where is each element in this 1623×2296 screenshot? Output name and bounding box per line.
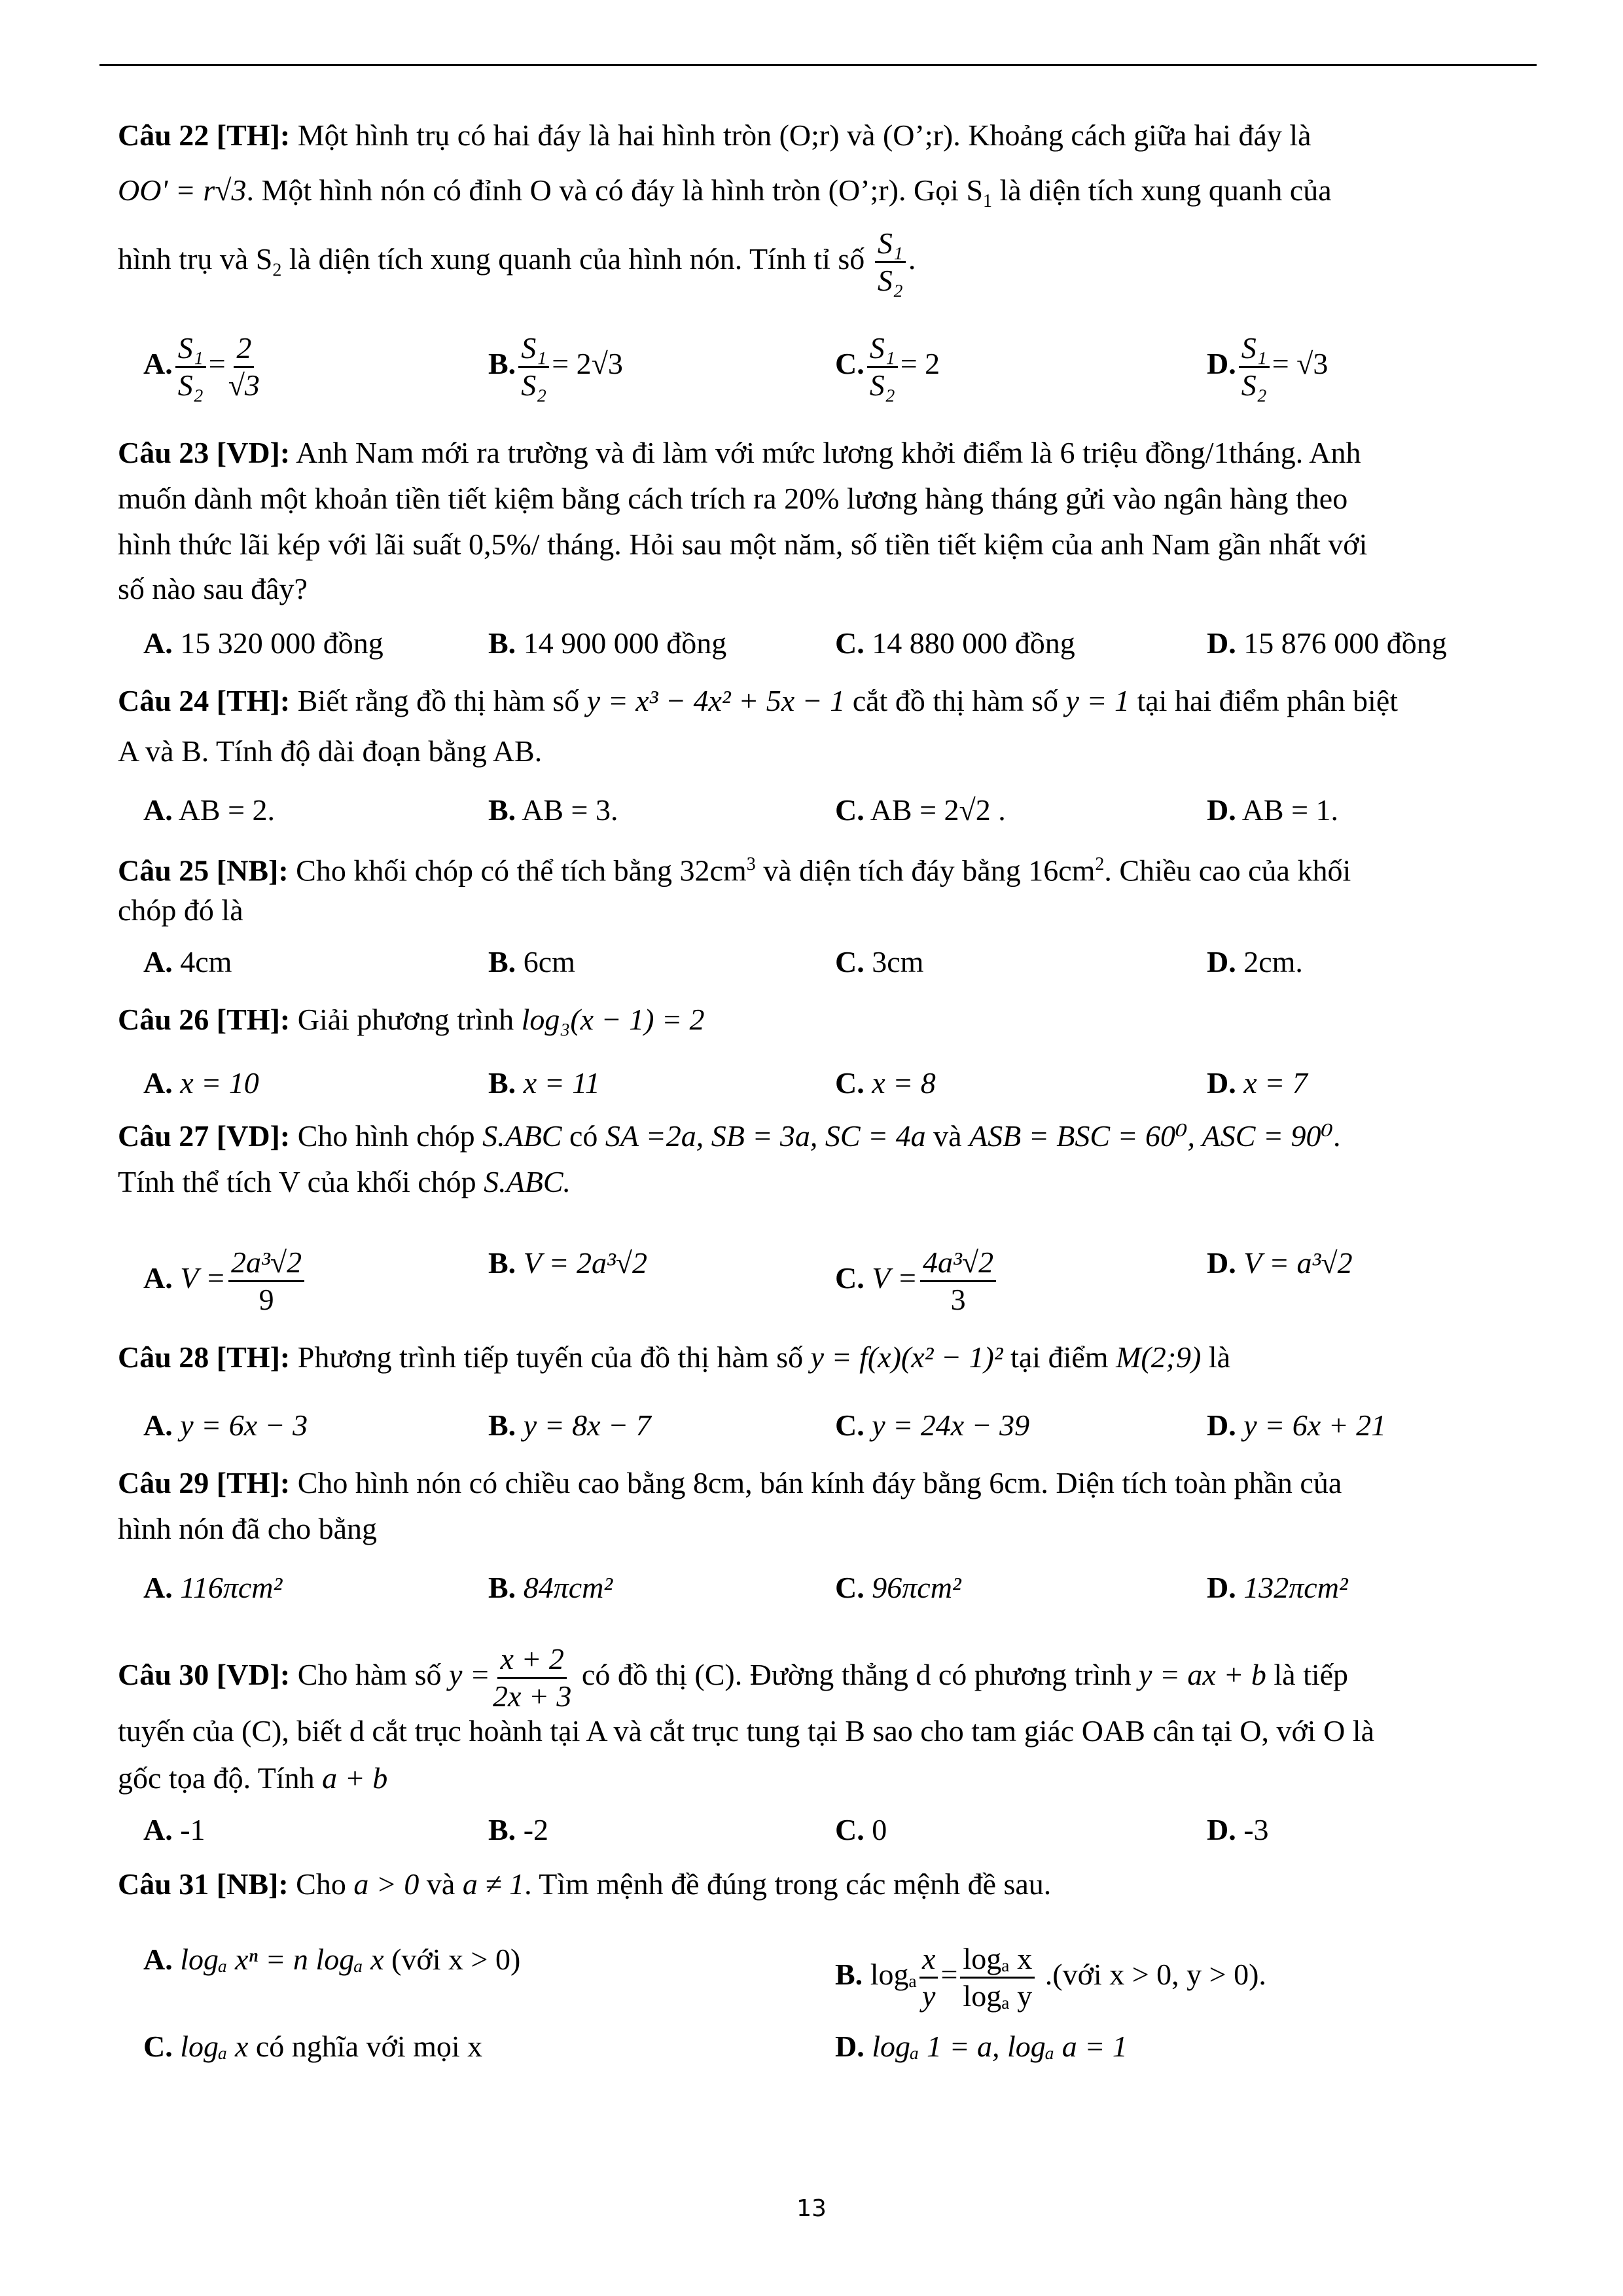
q31-option-c[interactable]: C. logₐ x có nghĩa với mọi x [143,2030,483,2063]
math: OO' = r√3 [118,173,247,207]
q25-option-c[interactable]: C. 3cm [835,945,924,978]
q25-option-a[interactable]: A. 4cm [143,945,232,978]
q24-option-d[interactable]: D. AB = 1. [1207,793,1339,827]
q31-line1: Câu 31 [NB]: Cho a > 0 và a ≠ 1. Tìm mệnh đề đúng trong các mệnh đề sau. [118,1867,1052,1901]
q27-line1: Câu 27 [VD]: Cho hình chóp S.ABC có SA =2a, SB = 3a, SC = 4a và ASB = BSC = 60⁰, ASC = 90⁰. [118,1119,1341,1153]
q28-option-a[interactable]: A. y = 6x − 3 [143,1408,308,1442]
q25-line2: chóp đó là [118,893,243,927]
q23-line3: hình thức lãi kép với lãi suất 0,5%/ tháng. Hỏi sau một năm, số tiền tiết kiệm của anh Nam gần nhất với [118,528,1368,561]
q23-line2: muốn dành một khoản tiền tiết kiệm bằng cách trích ra 20% lương hàng tháng gửi vào ngân hàng theo [118,482,1348,515]
q23-option-c[interactable]: C. 14 880 000 đồng [835,626,1075,660]
text: . Một hình nón có đỉnh O và có đáy là hình tròn (O’;r). Gọi S [246,173,984,207]
header-rule [99,64,1537,66]
q24-option-a[interactable]: A. AB = 2. [143,793,276,827]
q27-option-d[interactable]: D. V = a³√2 [1207,1246,1353,1280]
q28-line1: Câu 28 [TH]: Phương trình tiếp tuyến của đồ thị hàm số y = f(x)(x² − 1)² tại điểm M(2;9) là [118,1340,1231,1374]
q26-option-c[interactable]: C. x = 8 [835,1066,936,1100]
q24-option-b[interactable]: B. AB = 3. [488,793,618,827]
q31-option-b[interactable]: B. logₐ $\frac{x}{y}$ = $\frac{\text{logₐ x}}{\text{logₐ y}}$ .(với x > 0, y > 0). [835,1942,1266,2013]
q30-option-c[interactable]: C. 0 [835,1813,887,1846]
page-number: 13 [796,2195,827,2222]
q30-option-a[interactable]: A. -1 [143,1813,205,1846]
q25-option-b[interactable]: B. 6cm [488,945,575,978]
q23-option-a[interactable]: A. 15 320 000 đồng [143,626,383,660]
q22-line3: hình trụ và $S_2$ là diện tích xung quanh của hình nón. Tính tỉ số $\frac{\text{S₁}}{\text{S₂}}$ . [118,226,916,297]
text: là diện tích xung quanh của hình nón. Tính tỉ số [281,242,865,276]
q25-line1: Câu 25 [NB]: Cho khối chóp có thể tích bằng $32cm^3$ và diện tích đáy bằng $16cm^2$. Chiều cao của khối [118,853,1351,888]
q22-option-a[interactable]: A. $\frac{\text{S₁}}{\text{S₂}}$ = $\frac{2}{√3}$ [143,331,260,402]
q31-option-a[interactable]: A. logₐ xⁿ = n logₐ x (với x > 0) [143,1943,521,1976]
q24-option-c[interactable]: C. AB = 2√2 . [835,793,1006,827]
q22-line1 [118,117,1311,154]
q22-option-c[interactable]: C. $\frac{\text{S₁}}{\text{S₂}}$ = 2 [835,331,940,402]
q22-option-d[interactable]: D. $\frac{\text{S₁}}{\text{S₂}}$ = √3 [1207,331,1329,402]
text: Một hình trụ có hai đáy là hai hình tròn (O;r) và (O’;r). Khoảng cách giữa hai đáy là [290,118,1311,152]
q27-option-c[interactable]: C. V = $\frac{\text{4a³√2}}{3}$ [835,1245,999,1318]
q23-line1: Câu 23 [VD]: Anh Nam mới ra trường và đi làm với mức lương khởi điểm là 6 triệu đồng/1tháng. Anh [118,436,1361,469]
q30-line1: Câu 30 [VD]: Cho hàm số y = $\frac{x + 2}{2x + 3}$ có đồ thị (C). Đường thẳng d có phương trình y = ax + b là tiếp [118,1642,1349,1713]
q28-option-c[interactable]: C. y = 24x − 39 [835,1408,1030,1442]
q24-line1: Câu 24 [TH]: Biết rằng đồ thị hàm số y = x³ − 4x² + 5x − 1 cắt đồ thị hàm số y = 1 tại hai điểm phân biệt [118,684,1399,717]
q28-option-b[interactable]: B. y = 8x − 7 [488,1408,651,1442]
q26-option-d[interactable]: D. x = 7 [1207,1066,1308,1100]
q30-option-d[interactable]: D. -3 [1207,1813,1269,1846]
q29-option-b[interactable]: B. 84πcm² [488,1571,613,1604]
q27-option-a[interactable]: A. V = $\frac{\text{2a³√2}}{9}$ [143,1245,307,1318]
q22-line2: OO' = r√3. Một hình nón có đỉnh O và có đáy là hình tròn (O’;r). Gọi $S_1$ là diện tích xung quanh của [118,173,1332,212]
q22-label: Câu 22 [TH]: [118,118,291,152]
q23-option-d[interactable]: D. 15 876 000 đồng [1207,626,1447,660]
q24-line2: A và B. Tính độ dài đoạn bằng AB. [118,734,543,768]
q30-line3: gốc tọa độ. Tính a + b [118,1761,388,1795]
q27-line2: Tính thể tích V của khối chóp S.ABC. [118,1165,571,1198]
q26-option-b[interactable]: B. x = 11 [488,1066,600,1100]
fraction: $\frac{\text{S₁}}{\text{S₂}}$ [875,226,906,298]
q27-option-b[interactable]: B. V = 2a³√2 [488,1246,648,1280]
q26-option-a[interactable]: A. x = 10 [143,1066,259,1100]
q31-option-d[interactable]: D. logₐ 1 = a, logₐ a = 1 [835,2030,1128,2063]
q23-line4: số nào sau đây? [118,572,308,605]
q30-line2: tuyến của (C), biết d cắt trục hoành tại A và cắt trục tung tại B sao cho tam giác OAB cân tại O, với O là [118,1714,1374,1748]
q23-option-b[interactable]: B. 14 900 000 đồng [488,626,727,660]
q28-option-d[interactable]: D. y = 6x + 21 [1207,1408,1387,1442]
text: là diện tích xung quanh của [992,173,1332,207]
q29-line1: Câu 29 [TH]: Cho hình nón có chiều cao bằng 8cm, bán kính đáy bằng 6cm. Diện tích toàn phần của [118,1466,1342,1499]
q29-line2: hình nón đã cho bằng [118,1512,378,1545]
q22-option-b[interactable]: B. $\frac{\text{S₁}}{\text{S₂}}$ = 2√3 [488,331,623,402]
text: hình trụ và S [118,242,273,276]
q25-option-d[interactable]: D. 2cm. [1207,945,1303,978]
q29-option-d[interactable]: D. 132πcm² [1207,1571,1348,1604]
q29-option-c[interactable]: C. 96πcm² [835,1571,961,1604]
q26-line1: Câu 26 [TH]: Giải phương trình log₃(x − 1) = 2 [118,1003,705,1036]
q30-option-b[interactable]: B. -2 [488,1813,549,1846]
q29-option-a[interactable]: A. 116πcm² [143,1571,283,1604]
